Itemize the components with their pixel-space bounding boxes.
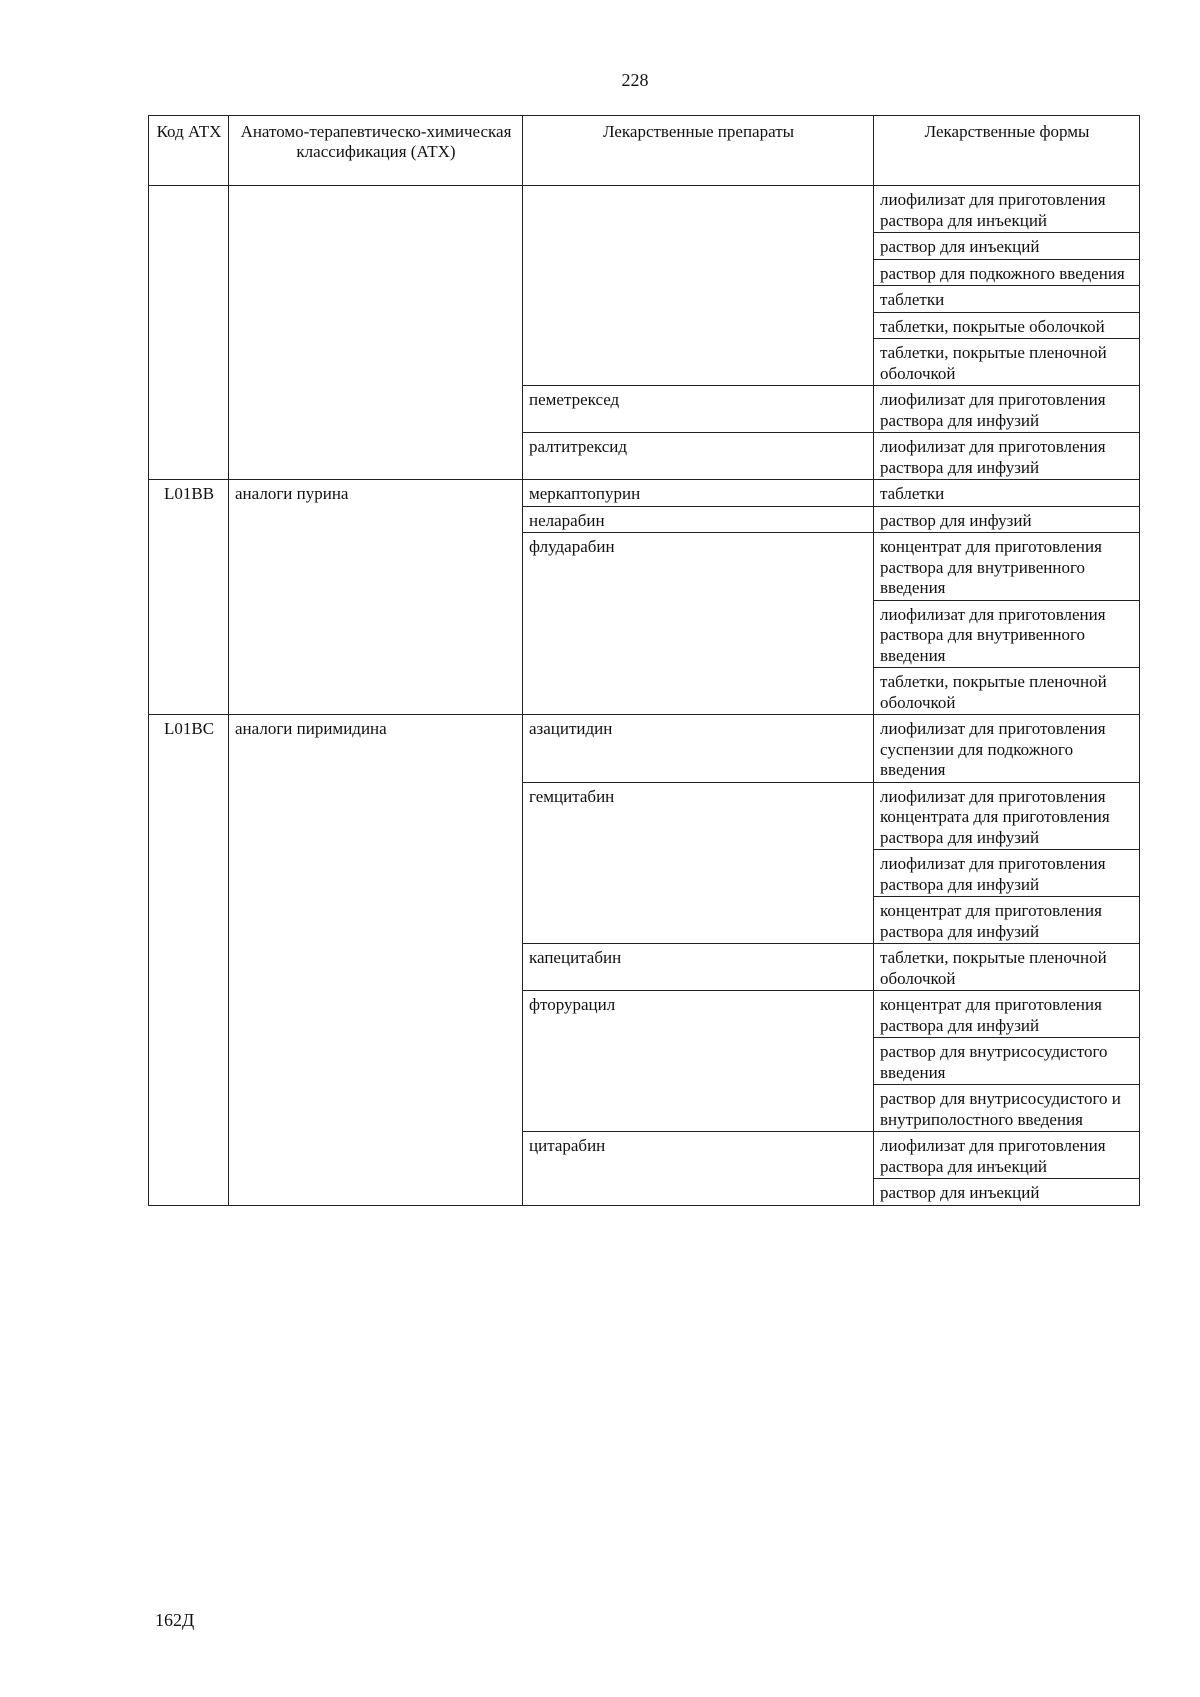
dosage-form-cell: таблетки, покрытые пленочной оболочкой: [874, 944, 1140, 991]
dosage-form-cell: раствор для инъекций: [874, 1179, 1140, 1206]
dosage-form-cell: лиофилизат для приготовления раствора для инфузий: [874, 850, 1140, 897]
footer-code: 162Д: [155, 1610, 195, 1630]
drug-name-cell: ралтитрексид: [523, 433, 874, 480]
table-row: [149, 480, 1140, 507]
dosage-form-cell: таблетки: [874, 286, 1140, 313]
dosage-form-cell: лиофилизат для приготовления концентрата для приготовления раствора для инфузий: [874, 782, 1140, 850]
drug-name-cell: цитарабин: [523, 1132, 874, 1206]
header-forms: Лекарственные формы: [874, 116, 1140, 186]
dosage-form-cell: таблетки, покрытые пленочной оболочкой: [874, 668, 1140, 715]
dosage-form-cell: лиофилизат для приготовления раствора для инфузий: [874, 386, 1140, 433]
header-classification: Анатомо-терапевтическо-химическая классификация (АТХ): [229, 116, 523, 186]
page-number: 228: [621, 70, 649, 90]
dosage-form-cell: таблетки, покрытые пленочной оболочкой: [874, 339, 1140, 386]
header-drugs: Лекарственные препараты: [523, 116, 874, 186]
table-header: [149, 116, 1140, 186]
dosage-form-cell: раствор для внутрисосудистого и внутриполостного введения: [874, 1085, 1140, 1132]
dosage-form-cell: таблетки, покрытые оболочкой: [874, 312, 1140, 339]
table-body: [149, 186, 1140, 1206]
atx-code-cell: L01BB: [149, 480, 229, 715]
dosage-form-cell: лиофилизат для приготовления суспензии для подкожного введения: [874, 715, 1140, 783]
atx-code-cell: L01BC: [149, 715, 229, 1206]
drug-name-cell: неларабин: [523, 506, 874, 533]
dosage-form-cell: раствор для внутрисосудистого введения: [874, 1038, 1140, 1085]
atx-code-cell: [149, 186, 229, 480]
dosage-form-cell: раствор для инфузий: [874, 506, 1140, 533]
dosage-form-cell: лиофилизат для приготовления раствора для инъекций: [874, 1132, 1140, 1179]
dosage-form-cell: концентрат для приготовления раствора для инфузий: [874, 897, 1140, 944]
drug-name-cell: пеметрексед: [523, 386, 874, 433]
dosage-form-cell: раствор для подкожного введения: [874, 259, 1140, 286]
drug-name-cell: флударабин: [523, 533, 874, 715]
classification-cell: [229, 186, 523, 480]
dosage-form-cell: лиофилизат для приготовления раствора для инъекций: [874, 186, 1140, 233]
dosage-form-cell: таблетки: [874, 480, 1140, 507]
header-code: Код АТХ: [149, 116, 229, 186]
drug-name-cell: фторурацил: [523, 991, 874, 1132]
dosage-form-cell: лиофилизат для приготовления раствора для инфузий: [874, 433, 1140, 480]
dosage-form-cell: раствор для инъекций: [874, 233, 1140, 260]
header-row: [149, 116, 1140, 186]
drug-name-cell: гемцитабин: [523, 782, 874, 944]
medication-table: [148, 115, 1140, 1206]
drug-name-cell: [523, 186, 874, 386]
dosage-form-cell: лиофилизат для приготовления раствора для внутривенного введения: [874, 600, 1140, 668]
drug-name-cell: азацитидин: [523, 715, 874, 783]
table-row: [149, 186, 1140, 233]
classification-cell: аналоги пиримидина: [229, 715, 523, 1206]
drug-name-cell: меркаптопурин: [523, 480, 874, 507]
dosage-form-cell: концентрат для приготовления раствора для внутривенного введения: [874, 533, 1140, 601]
dosage-form-cell: концентрат для приготовления раствора для инфузий: [874, 991, 1140, 1038]
table-row: [149, 715, 1140, 783]
drug-name-cell: капецитабин: [523, 944, 874, 991]
classification-cell: аналоги пурина: [229, 480, 523, 715]
